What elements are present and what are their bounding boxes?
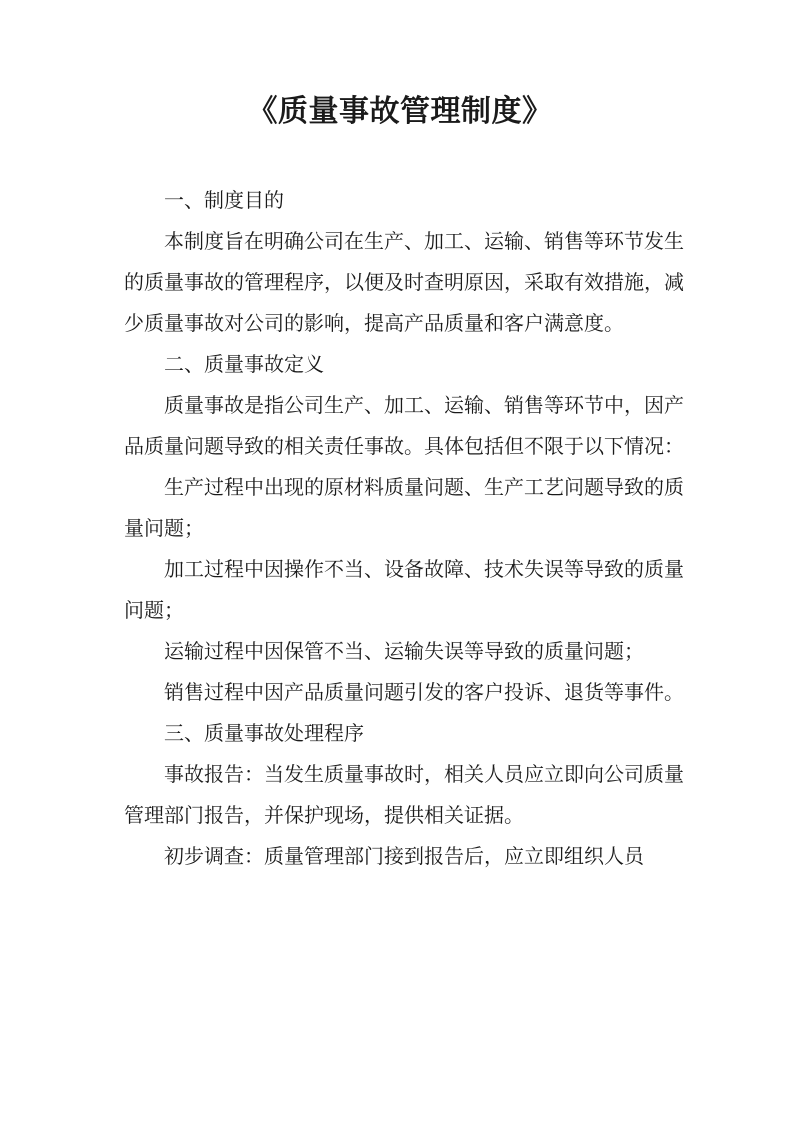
document-title: 《质量事故管理制度》 [247,94,553,129]
list-item-transport: 运输过程中因保管不当、运输失误等导致的质量问题； [164,639,644,663]
paragraph-purpose: 本制度旨在明确公司在生产、加工、运输、销售等环节发生的质量事故的管理程序，以便及时查明原因，采取有效措施，减少质量事故对公司的影响，提高产品质量和客户满意度。 [124,229,684,335]
section-heading-procedure: 三、质量事故处理程序 [164,721,364,745]
paragraph-report: 事故报告：当发生质量事故时，相关人员应立即向公司质量管理部门报告，并保护现场，提供相关证据。 [124,762,684,827]
paragraph-investigation: 初步调查：质量管理部门接到报告后，应立即组织人员 [164,844,644,868]
section-heading-definition: 二、质量事故定义 [164,352,324,376]
list-item-sales: 销售过程中因产品质量问题引发的客户投诉、退货等事件。 [164,680,684,704]
section-heading-purpose: 一、制度目的 [164,188,284,212]
paragraph-definition: 质量事故是指公司生产、加工、运输、销售等环节中，因产品质量问题导致的相关责任事故。具体包括但不限于以下情况： [124,393,684,458]
list-item-processing: 加工过程中因操作不当、设备故障、技术失误等导致的质量问题； [124,557,684,622]
list-item-production: 生产过程中出现的原材料质量问题、生产工艺问题导致的质量问题； [124,475,684,540]
document-body [124,180,684,877]
